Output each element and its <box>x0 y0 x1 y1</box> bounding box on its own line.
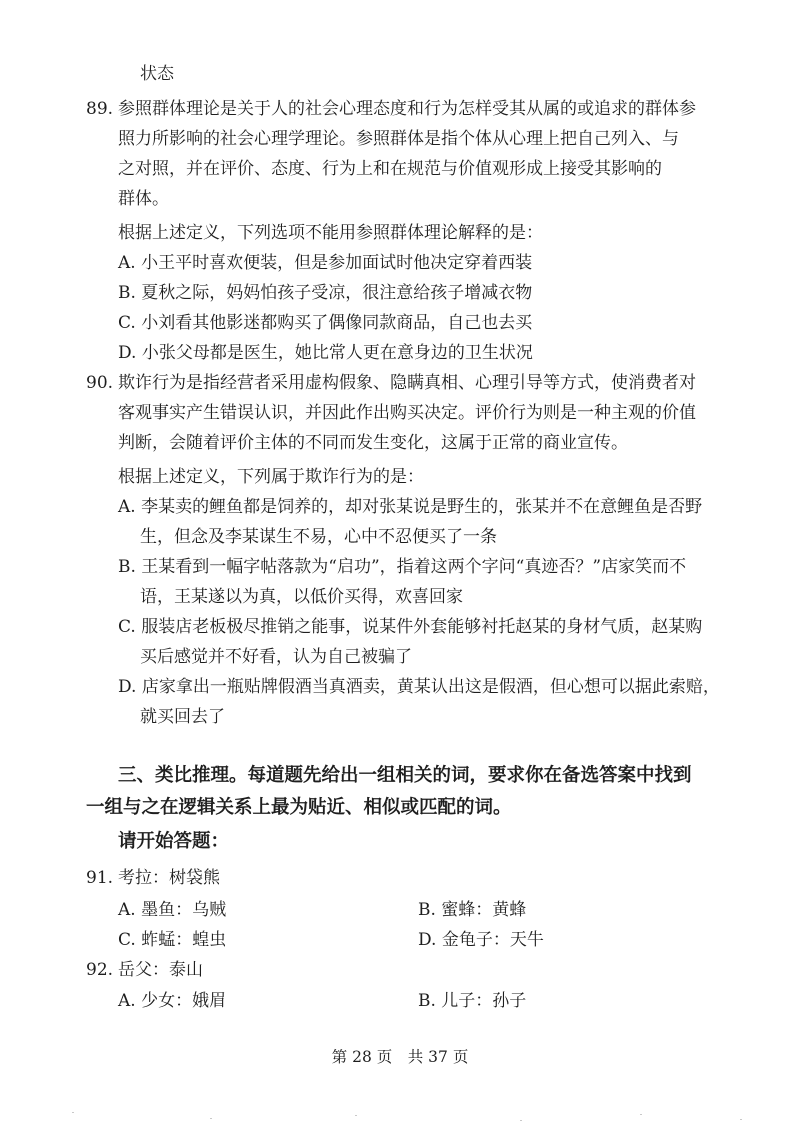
scan-speck <box>740 1119 742 1120</box>
section3-start: 请开始答题： <box>118 831 230 852</box>
scan-speck <box>520 1120 522 1121</box>
q91-number: 91. <box>86 868 114 888</box>
q90-option-a-cont: 生，但念及李某谋生不易，心中不忍便买了一条 <box>140 527 497 547</box>
page-footer: 第 28 页 共 37 页 <box>331 1048 469 1066</box>
q92-option-a: A. 少女：娥眉 <box>118 991 227 1011</box>
q92-stem: 岳父：泰山 <box>118 960 203 980</box>
q91-option-a: A. 墨鱼：乌贼 <box>118 900 227 920</box>
q89-option-c: C. 小刘看其他影迷都购买了偶像同款商品，自己也去买 <box>118 313 533 333</box>
q90-stem-line: 客观事实产生错误认识，并因此作出购买决定。评价行为则是一种主观的价值 <box>118 403 696 423</box>
q91-option-b: B. 蜜蜂：黄蜂 <box>418 900 527 920</box>
q89-option-b: B. 夏秋之际，妈妈怕孩子受凉，很注意给孩子增减衣物 <box>118 283 533 303</box>
q91-stem: 考拉：树袋熊 <box>118 868 220 888</box>
q89-stem-line: 群体。 <box>118 189 169 209</box>
q90-option-a: A. 李某卖的鲤鱼都是饲养的，却对张某说是野生的，张某并不在意鲤鱼是否野 <box>118 497 703 517</box>
q90-option-c: C. 服装店老板极尽推销之能事，说某件外套能够衬托赵某的身材气质，赵某购 <box>118 617 703 637</box>
scan-speck <box>210 1118 212 1119</box>
q90-question: 根据上述定义，下列属于欺诈行为的是： <box>118 467 424 487</box>
q89-number: 89. <box>86 99 114 119</box>
q90-option-c-cont: 买后感觉并不好看，认为自己被骗了 <box>140 647 412 667</box>
scan-speck <box>72 1112 74 1113</box>
q91-option-c: C. 蚱蜢：蝗虫 <box>118 930 227 950</box>
q90-number: 90. <box>86 373 114 393</box>
q89-stem-line: 参照群体理论是关于人的社会心理态度和行为怎样受其从属的或追求的群体参 <box>118 99 696 119</box>
q92-number: 92. <box>86 960 114 980</box>
q89-option-a: A. 小王平时喜欢便装，但是参加面试时他决定穿着西装 <box>118 253 533 273</box>
carry-over-text: 状态 <box>140 64 174 84</box>
q90-stem-line: 欺诈行为是指经营者采用虚构假象、隐瞒真相、心理引导等方式，使消费者对 <box>118 373 696 393</box>
q90-option-d-cont: 就买回去了 <box>140 707 225 727</box>
section3-heading-line: 一组与之在逻辑关系上最为贴近、相似或匹配的词。 <box>86 797 512 818</box>
q90-option-b: B. 王某看到一幅字帖落款为“启功”，指着这两个字问“真迹否？”店家笑而不 <box>118 557 687 577</box>
scan-speck <box>355 1115 357 1116</box>
scan-speck <box>640 1114 642 1115</box>
q89-stem-line: 之对照，并在评价、态度、行为上和在规范与价值观形成上接受其影响的 <box>118 159 662 179</box>
q90-stem-line: 判断，会随着评价主体的不同而发生变化，这属于正常的商业宣传。 <box>118 433 628 453</box>
q89-option-d: D. 小张父母都是医生，她比常人更在意身边的卫生状况 <box>118 343 533 363</box>
section3-heading-line: 三、类比推理。每道题先给出一组相关的词，要求你在备选答案中找到 <box>118 765 692 786</box>
q90-option-d: D. 店家拿出一瓶贴牌假酒当真酒卖，黄某认出这是假酒，但心想可以据此索赔， <box>118 677 720 697</box>
q92-option-b: B. 儿子：孙子 <box>418 991 527 1011</box>
q89-question: 根据上述定义，下列选项不能用参照群体理论解释的是： <box>118 223 543 243</box>
q90-option-b-cont: 语，王某遂以为真，以低价买得，欢喜回家 <box>140 587 463 607</box>
q91-option-d: D. 金龟子：天牛 <box>418 930 544 950</box>
q89-stem-line: 照力所影响的社会心理学理论。参照群体是指个体从心理上把自己列入、与 <box>118 129 679 149</box>
